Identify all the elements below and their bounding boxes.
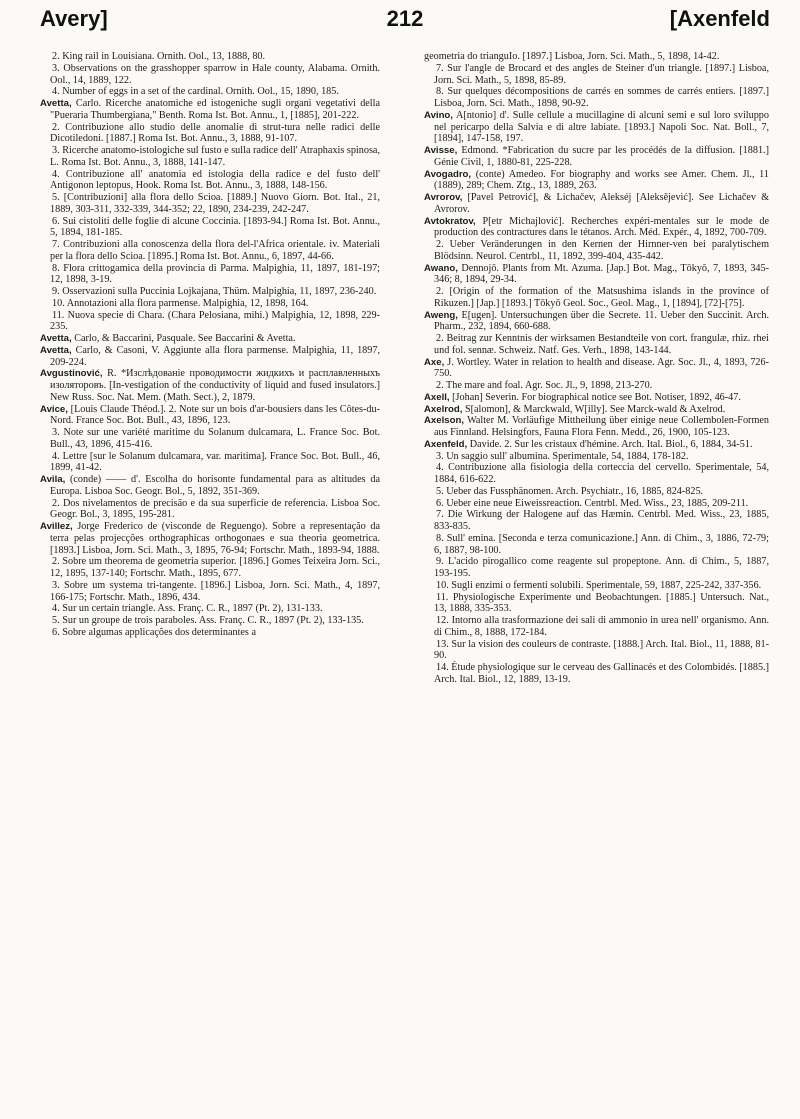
author-name: Avogadro, <box>424 168 472 180</box>
author-entry <box>40 98 380 122</box>
author-name: Avila, <box>40 474 66 485</box>
entry-text: E[ugen]. Untersuchungen über die Secrete. 11. Ueber den Succinit. Arch. Pharm., 232, 1894, 660-688. <box>434 309 769 333</box>
citation-entry: 6. Sui cistoliti delle foglie di alcune Coccinia. [1893-94.] Roma Ist. Bot. Annu., 5, 1894, 181-185. <box>50 215 380 239</box>
author-name: Avisse, <box>424 145 458 156</box>
citation-entry: 14. Étude physiologique sur le cerveau des Gallinacés et des Colombidés. [1885.] Arch. Ital. Biol., 12, 1889, 13-19. <box>434 662 769 685</box>
author-entry <box>424 415 769 439</box>
author-entry <box>40 521 380 556</box>
entry-text: Carlo, & Baccarini, Pasquale. See Baccarini & Avetta. <box>71 333 296 344</box>
entry-text: S[alomon], & Marckwald, W[illy]. See Marck-wald & Axelrod. <box>462 403 726 415</box>
author-name: Avtokratov, <box>424 215 476 227</box>
author-name: Avetta, <box>40 333 72 344</box>
citation-entry: 2. The mare and foal. Agr. Soc. Jl., 9, 1898, 213-270. <box>436 380 653 391</box>
author-name: Avgustinović, <box>40 368 103 380</box>
citation-entry: 2. Beitrag zur Kenntnis der wirksamen Bestandteile von cort. frangulæ, rhiz. rhei und fol. sennæ. Schweiz. Natf. Ges. Verh., 1898, 143-144. <box>434 333 769 356</box>
citation-entry: 3. Un saggio sull' albumina. Sperimentale, 54, 1884, 178-182. <box>436 450 689 462</box>
author-name: Avillez, <box>40 521 73 532</box>
entry-text: (conte) Amedeo. For biography and works see Amer. Chem. Jl., 11 (1889), 289; Chem. Ztg., 13, 1889, 263. <box>434 168 769 192</box>
entry-text: Edmond. *Fabrication du sucre par les procédés de la diffusion. [1881.] Génie Civil, 1, 1880-81, 225-228. <box>434 145 769 168</box>
page-number: 212 <box>386 6 424 31</box>
citation-entry: 4. Number of eggs in a set of the cardinal. Ornith. Ool., 15, 1890, 185. <box>52 86 339 98</box>
citation-entry: 2. Ueber Veränderungen in den Kernen der Hirnner-ven bei paralytischem Blödsinn. Neurol. Centrbl., 11, 1892, 399-404, 435-442. <box>434 239 769 262</box>
author-entry <box>424 192 769 216</box>
entry-text: J. Wortley. Water in relation to health and disease. Agr. Soc. Jl., 4, 1893, 726-750. <box>434 356 769 380</box>
entry-text: Dennojō. Plants from Mt. Azuma. [Jap.] Bot. Mag., Tōkyō, 7, 1893, 345-346; 8, 1894, 29-34. <box>434 262 769 286</box>
author-entry <box>424 110 769 145</box>
author-entry <box>424 392 769 404</box>
entry-text: (conde) —— d'. Escolha do horisonte fundamental para as altitudes da Europa. Lisboa Soc. Geogr. Bol., 5, 1892, 351-369. <box>50 474 380 497</box>
entry-text: Walter M. Vorläufige Mittheilung über einige neue Collembolen-Formen aus Finnland. Helsingfors, Fauna Flora Fenn. Medd., 26, 1900, 105-123. <box>434 415 769 438</box>
author-name: Avice, <box>40 403 68 415</box>
citation-entry: 11. Nuova specie di Chara. (Chara Pelosiana, mihi.) Malpighia, 12, 1898, 229-235. <box>50 309 380 333</box>
citation-entry: 3. Sobre um systema tri-tangente. [1896.] Lisboa, Jorn. Sci. Math., 4, 1897, 166-175; Fortschr. Math., 1896, 434. <box>50 579 380 603</box>
citation-entry: 3. Observations on the grasshopper sparrow in Hale county, Alabama. Ornith. Ool., 14, 1889, 122. <box>50 62 380 86</box>
citation-entry: 4. Contribuzione alla fisiologia della corteccia del cervello. Sperimentale, 54, 1884, 616-622. <box>434 462 769 485</box>
author-entry <box>424 216 769 240</box>
author-entry <box>40 368 380 403</box>
author-name: Axe, <box>424 356 445 368</box>
author-name: Aweng, <box>424 309 458 321</box>
citation-entry: 8. Sur quelques décompositions de carrés en sommes de carrés entiers. [1897.] Lisboa, Jorn. Sci. Math., 1898, 90-92. <box>434 86 769 109</box>
citation-entry: 4. Lettre [sur le Solanum dulcamara, var. maritima]. France Soc. Bot. Bull., 46, 1899, 41-42. <box>50 450 380 474</box>
citation-entry: 5. Ueber das Fussphänomen. Arch. Psychiatr., 16, 1885, 824-825. <box>436 485 704 497</box>
author-name: Axelson, <box>424 415 464 427</box>
author-name: Axell, <box>424 391 450 403</box>
citation-entry: 2. Sobre um theorema de geometria superior. [1896.] Gomes Teixeira Jorn. Sci., 12, 1895, 137-140; Fortschr. Math., 1895, 677. <box>50 556 380 579</box>
author-name: Awano, <box>424 262 458 274</box>
author-name: Axelrod, <box>424 403 463 415</box>
entry-text: Carlo. Ricerche anatomiche ed istogeniche sugli organi vegetativi della "Pueraria Thumbergiana," Benth. Roma Ist. Bot. Annu., 1, [1885], 201-222. <box>50 98 380 121</box>
citation-entry: 8. Flora crittogamica della provincia di Parma. Malpighia, 11, 1897, 181-197; 12, 1898, 3-19. <box>50 262 380 286</box>
citation-entry: 4. Contribuzione all' anatomia ed istologia della radice e del fusto dell' Antigonon leptopus, Hook. Roma Ist. Bot. Annu., 3, 1888, 148-156. <box>50 168 380 192</box>
citation-entry: geometria do trianguIo. [1897.] Lisboa, Jorn. Sci. Math., 5, 1898, 14-42. <box>424 51 720 62</box>
header-left: Avery] <box>40 6 108 31</box>
citation-entry: 5. [Contribuzioni] alla flora dello Scioa. [1889.] Nuovo Giorn. Bot. Ital., 21, 1889, 303-311, 332-339, 344-352; 22, 1890, 234-239, 242-247. <box>50 192 380 215</box>
entry-text: Jorge Frederico de (visconde de Reguengo). Sobre a representação da terra pelas projecções orthographicas orthogonaes e sua theoria geometrica. [1893.] Lisboa, Jorn. Sci. Math., 3, 1895, 76-94; Fortschr. Math., 1893-94, 1888. <box>50 521 380 556</box>
citation-entry: 9. Osservazioni sulla Puccinia Lojkajana, Thüm. Malpighia, 11, 1897, 236-240. <box>52 286 377 297</box>
citation-entry: 13. Sur la vision des couleurs de contraste. [1888.] Arch. Ital. Biol., 11, 1888, 81-90. <box>434 638 769 662</box>
citation-entry: 2. Contribuzione allo studio delle anomalie di strut-tura nelle radici delle Dicotiledoni. [1887.] Roma Ist. Bot. Annu., 3, 1888, 91-107. <box>50 121 380 145</box>
author-entry <box>40 474 380 498</box>
entry-text: [Louis Claude Théod.]. 2. Note sur un bois d'ar-bousiers dans les Côtes-du-Nord. France Soc. Bot. Bull., 43, 1896, 123. <box>50 403 380 427</box>
author-entry <box>424 145 769 169</box>
author-name: Avetta, <box>40 98 72 109</box>
author-entry <box>424 310 769 334</box>
entry-text: Davide. 2. Sur les cristaux d'hémine. Arch. Ital. Biol., 6, 1884, 34-51. <box>467 438 753 450</box>
entry-text: [Pavel Petrović], & Lichačev, Alekséj [Aleksějević]. See Lichačev & Avrorov. <box>434 192 769 215</box>
citation-entry: 7. Contribuzioni alla conoscenza della flora del-l'Africa orientale. iv. Materiali per la flora dello Scioa. [1895.] Roma Ist. Bot. Annu., 6, 1897, 44-66. <box>50 239 380 262</box>
citation-entry: 2. Dos nivelamentos de precisão e da sua superficie de referencia. Lisboa Soc. Geogr. Bol., 3, 1895, 195-281. <box>50 497 380 521</box>
citation-entry: 6. Sobre algumas applicações dos determinantes a <box>52 626 256 638</box>
citation-entry: 10. Sugli enzimi o fermenti solubili. Sperimentale, 59, 1887, 225-242, 337-356. <box>436 579 762 591</box>
citation-entry: 3. Note sur une variété maritime du Solanum dulcamara, L. France Soc. Bot. Bull., 43, 1896, 415-416. <box>50 427 380 450</box>
author-name: Avrorov, <box>424 192 463 203</box>
citation-entry: 4. Sur un certain triangle. Ass. Franç. C. R., 1897 (Pt. 2), 131-133. <box>52 603 323 615</box>
author-entry <box>424 404 769 416</box>
author-name: Avino, <box>424 109 453 121</box>
author-name: Axenfeld, <box>424 438 468 450</box>
citation-entry: 7. Die Wirkung der Halogene auf das Hæmin. Centrbl. Med. Wiss., 23, 1885, 833-835. <box>434 509 769 532</box>
author-entry <box>40 345 380 369</box>
citation-entry: 11. Physiologische Experimente und Beobachtungen. [1885.] Untersuch. Nat., 13, 1888, 335-353. <box>434 591 769 615</box>
citation-entry: 5. Sur un groupe de trois paraboles. Ass. Franç. C. R., 1897 (Pt. 2), 133-135. <box>52 615 364 626</box>
right-column <box>424 51 769 1113</box>
author-entry <box>424 263 769 287</box>
citation-entry: 12. Intorno alla trasformazione dei sali di ammonio in urea nell' organismo. Ann. di Chim., 8, 1888, 172-184. <box>434 615 769 638</box>
left-column <box>40 51 380 1113</box>
author-name: Avetta, <box>40 344 72 356</box>
page-header <box>40 6 770 40</box>
entry-text: P[etr Michajlović]. Recherches expéri-mentales sur le mode de production des contractures dans le tétanos. Arch. Méd. Expér., 4, 1892, 700-709. <box>434 215 769 239</box>
header-right: [Axenfeld <box>669 6 770 31</box>
author-entry <box>40 404 380 428</box>
citation-entry: 2. [Origin of the formation of the Matsushima islands in the province of Rikuzen.] [Jap.] [1893.] Tōkyō Geol. Soc., Geol. Mag., 1, [1894], [72]-[75]. <box>434 286 769 309</box>
author-entry <box>424 439 769 451</box>
entry-text: [Johan] Severin. For biographical notice see Bot. Notiser, 1892, 46-47. <box>449 391 741 403</box>
citation-entry: 2. King rail in Louisiana. Ornith. Ool., 13, 1888, 80. <box>52 51 266 62</box>
citation-entry: 9. L'acido pirogallico come reagente sul propeptone. Ann. di Chim., 5, 1887, 193-195. <box>434 556 769 579</box>
citation-entry: 8. Sull' emina. [Seconda e terza comunicazione.] Ann. di Chim., 3, 1886, 72-79; 6, 1887, 98-100. <box>434 532 769 556</box>
author-entry <box>40 333 380 345</box>
citation-entry: 7. Sur l'angle de Brocard et des angles de Steiner d'un triangle. [1897.] Lisboa, Jorn. Sci. Math., 5, 1898, 85-89. <box>434 62 769 86</box>
citation-entry: 10. Annotazioni alla flora parmense. Malpighia, 12, 1898, 164. <box>52 297 309 309</box>
author-entry <box>424 357 769 381</box>
citation-entry: 3. Ricerche anatomo-istologiche sul fusto e sulla radice dell' Atraphaxis spinosa, L. Roma Ist. Bot. Annu., 3, 1888, 141-147. <box>50 145 380 168</box>
citation-entry: 6. Ueber eine neue Eiweissreaction. Centrbl. Med. Wiss., 23, 1885, 209-211. <box>436 497 749 509</box>
entry-text: A[ntonio] d'. Sulle cellule a mucillagine di alcuni semi e sul loro sviluppo nel pericarpo della Salvia e di altre labiate. [1893.] Napoli Soc. Nat. Boll., 7, [1894], 147-158, 197. <box>434 109 769 145</box>
entry-text: Carlo, & Casoni, V. Aggiunte alla flora parmense. Malpighia, 11, 1897, 209-224. <box>50 344 380 368</box>
author-entry <box>424 169 769 193</box>
entry-text: R. *Изслѣдованіе проводимости жидкихъ и расплавленныхъ изоляторовъ. [In-vestigation of the conductivity of liquid and fused insulators.] New Russ. Soc. Nat. Mem. (Math. Sect.), 2, 1879. <box>50 368 380 403</box>
